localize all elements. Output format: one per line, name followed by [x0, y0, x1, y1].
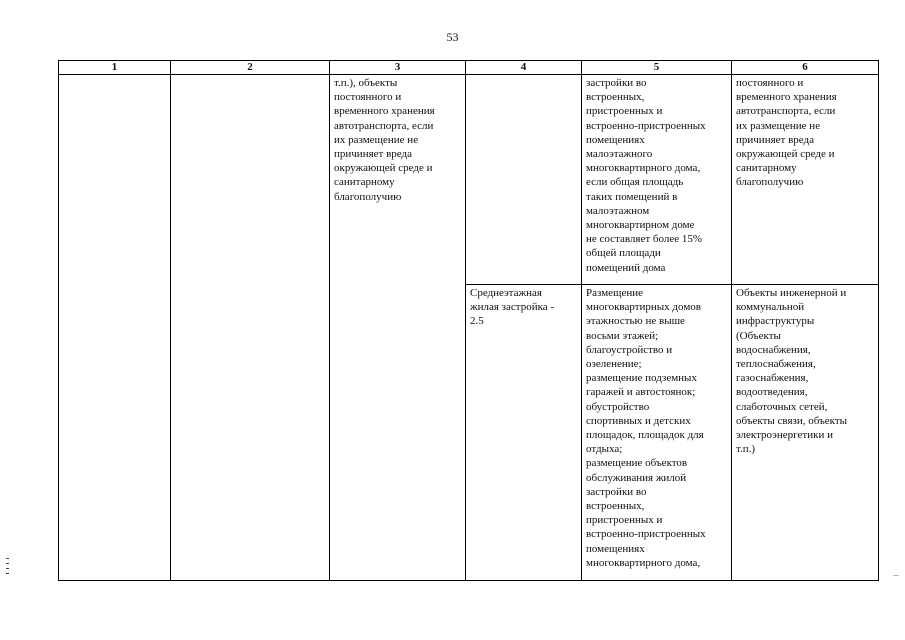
header-cell-1: 1 [59, 61, 171, 75]
table-row [59, 75, 879, 285]
header-cell-5: 5 [582, 61, 732, 75]
scan-artifact-dot [893, 575, 899, 576]
row2-col4-cell: Среднеэтажная жилая застройка - 2.5 [466, 285, 582, 581]
header-cell-6: 6 [732, 61, 879, 75]
row1-col3-cell: т.п.), объекты постоянного и временного хранения автотранспорта, если их размещение не причиняет вреда окружающей среде и санитарному благополучию [330, 75, 466, 581]
row2-col6-cell: Объекты инженерной и коммунальной инфраструктуры (Объекты водоснабжения, теплоснабжения, газоснабжения, водоотведения, слаботочных сетей, объекты связи, объекты электроэнергетики и т.п.) [732, 285, 879, 581]
header-cell-2: 2 [171, 61, 330, 75]
header-cell-3: 3 [330, 61, 466, 75]
zoning-table [58, 60, 879, 581]
row1-col1-cell [59, 75, 171, 581]
header-cell-4: 4 [466, 61, 582, 75]
row1-col5-cell: застройки во встроенных, пристроенных и встроенно-пристроенных помещениях малоэтажного многоквартирного дома, если общая площадь таких помещений в малоэтажном многоквартирном доме не составляет более 15% общей площади помещений дома [582, 75, 732, 285]
header-row [59, 61, 879, 75]
row1-col6-cell: постоянного и временного хранения автотранспорта, если их размещение не причиняет вреда окружающей среде и санитарному благополучию [732, 75, 879, 285]
scan-artifact-mark [6, 558, 9, 580]
row1-col4-cell [466, 75, 582, 285]
page-number: 53 [446, 30, 459, 44]
row1-col2-cell [171, 75, 330, 581]
row2-col5-cell: Размещение многоквартирных домов этажностью не выше восьми этажей; благоустройство и озеленение; размещение подземных гаражей и автостоянок; обустройство спортивных и детских площадок, площадок для отдыха; размещение объектов обслуживания жилой застройки во встроенных, пристроенных и встроенно-пристроенных помещениях многоквартирного дома, [582, 285, 732, 581]
